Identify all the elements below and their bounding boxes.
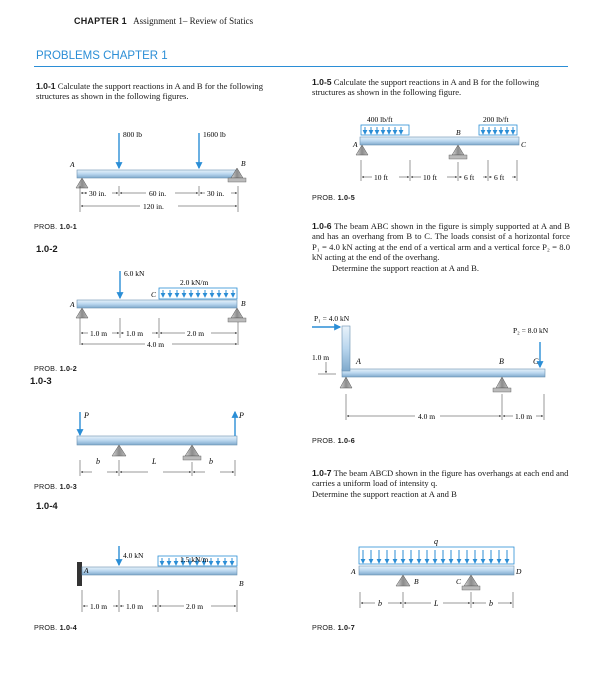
label-A: A xyxy=(353,140,358,149)
problem-number: 1.0-1 xyxy=(36,81,56,91)
figure-1-0-5 xyxy=(352,115,527,182)
prob-number: 1.0-6 xyxy=(337,436,355,445)
beam xyxy=(82,567,237,575)
dim-10ft-a: 10 ft xyxy=(374,173,388,182)
dim-L: L xyxy=(434,599,439,608)
distributed-load-400 xyxy=(361,125,409,135)
label-arm: 1.0 m xyxy=(312,353,330,362)
problem-text: The beam ABCD shown in the figure has overhangs at each end and carries a uniform load of intensity q. xyxy=(312,468,569,489)
dim-2m: 2.0 m xyxy=(187,329,205,338)
label-B: B xyxy=(239,579,244,588)
vertical-arm xyxy=(342,326,350,371)
dim-1m-a: 1.0 m xyxy=(90,602,108,611)
side-label-1-0-3: 1.0-3 xyxy=(30,376,52,387)
roller-base xyxy=(462,586,480,590)
figure-1-0-4 xyxy=(77,546,244,612)
pin-support xyxy=(112,445,126,456)
roller-support-B xyxy=(496,377,508,388)
pin-support-A xyxy=(76,308,88,318)
label-C: C xyxy=(521,140,527,149)
problem-text: The beam ABC shown in the figure is simply supported at A and B and has an overhang from B to C. The loads consist of a horizontal force P₁ = 4.0 kN acting at the end of a vertical arm and a vertical force P₂ = 8.0 kN acting at the end of the overhang. xyxy=(312,221,570,263)
dim-L: L xyxy=(152,457,157,466)
dim-10ft-b: 10 ft xyxy=(423,173,437,182)
pin-support-A xyxy=(356,145,368,155)
distributed-load-arrows xyxy=(163,290,233,297)
figure-1-0-1 xyxy=(69,130,246,212)
roller-support-B xyxy=(452,145,464,155)
dim-b-right: b xyxy=(209,457,213,466)
dim-30-right: 30 in. xyxy=(207,189,225,198)
label-C: C xyxy=(151,290,157,299)
label-A: A xyxy=(70,160,75,169)
dim-total: 120 in. xyxy=(143,202,164,211)
beam xyxy=(360,137,519,145)
prob-prefix: PROB. xyxy=(34,364,58,373)
beam xyxy=(77,170,237,178)
label-P-right: P xyxy=(239,411,244,420)
pin-support xyxy=(396,575,410,586)
figure-1-0-6 xyxy=(312,314,549,421)
figure-1-0-7 xyxy=(350,537,522,608)
problem-text: Calculate the support reactions in A and B for the following structures as shown in the following figure. xyxy=(312,77,540,98)
figure-1-0-3 xyxy=(77,411,244,476)
distributed-load-arrows xyxy=(363,550,507,563)
roller-support xyxy=(464,575,478,586)
label-P-left: P xyxy=(84,411,89,420)
dim-2m: 2.0 m xyxy=(186,602,204,611)
distributed-load-arrows xyxy=(365,127,513,134)
dist-load-label: 2.0 kN/m xyxy=(180,278,209,287)
roller-support-B xyxy=(231,308,243,318)
dim-60: 60 in. xyxy=(149,189,167,198)
problem-number: 1.0-7 xyxy=(312,468,332,478)
label-B: B xyxy=(241,159,246,168)
dim-b-left: b xyxy=(378,599,382,608)
prob-number: 1.0-3 xyxy=(59,482,77,491)
dim-b-left: b xyxy=(96,457,100,466)
load-label-800: 800 lb xyxy=(123,130,142,139)
beam xyxy=(77,436,237,445)
fixed-wall xyxy=(77,562,82,586)
prob-prefix: PROB. xyxy=(34,222,58,231)
prob-number: 1.0-4 xyxy=(59,623,77,632)
dist-load-label: 1.5 kN/m xyxy=(180,555,209,564)
assignment-title: Assignment 1– Review of Statics xyxy=(133,16,254,26)
section-title: PROBLEMS CHAPTER 1 xyxy=(36,50,168,62)
pin-support-A xyxy=(76,178,88,188)
side-label-1-0-4: 1.0-4 xyxy=(36,501,58,512)
roller-base xyxy=(228,178,246,182)
roller-base xyxy=(449,155,467,159)
label-A: A xyxy=(356,357,361,366)
prob-prefix: PROB. xyxy=(34,482,58,491)
roller-base xyxy=(493,388,511,392)
w2-label: 200 lb/ft xyxy=(483,115,509,124)
dim-total: 4.0 m xyxy=(147,340,165,349)
prob-prefix: PROB. xyxy=(312,623,336,632)
dim-1m-a: 1.0 m xyxy=(90,329,108,338)
dim-1m-b: 1.0 m xyxy=(126,602,144,611)
dim-4m: 4.0 m xyxy=(418,412,436,421)
pin-support-A xyxy=(340,377,352,388)
distributed-load-200 xyxy=(479,125,517,135)
w1-label: 400 lb/ft xyxy=(367,115,393,124)
beam xyxy=(77,300,237,308)
problem-question: Determine the support reaction at A and B. xyxy=(332,262,480,273)
prob-number: 1.0-2 xyxy=(59,364,77,373)
prob-prefix: PROB. xyxy=(312,193,336,202)
dim-6ft-b: 6 ft xyxy=(494,173,505,182)
dim-1m-b: 1.0 m xyxy=(126,329,144,338)
problem-question: Determine the support reaction at A and B xyxy=(312,488,457,499)
dim-1m: 1.0 m xyxy=(515,412,533,421)
label-P1: P₁ = 4.0 kN xyxy=(314,314,350,323)
load-label-6kN: 6.0 kN xyxy=(124,269,145,278)
label-B: B xyxy=(499,357,504,366)
figure-1-0-2 xyxy=(69,269,246,349)
label-A: A xyxy=(84,566,89,575)
label-A: A xyxy=(351,567,356,576)
beam xyxy=(342,369,545,377)
label-C: C xyxy=(456,577,462,586)
prob-prefix: PROB. xyxy=(34,623,58,632)
label-A: A xyxy=(70,300,75,309)
problem-number: 1.0-6 xyxy=(312,221,332,231)
roller-base xyxy=(183,456,201,460)
chapter-label: CHAPTER 1 xyxy=(74,16,127,26)
roller-support xyxy=(185,445,199,456)
dim-6ft-a: 6 ft xyxy=(464,173,475,182)
label-P2: P₂ = 8.0 kN xyxy=(513,326,549,335)
label-B: B xyxy=(456,128,461,137)
side-label-1-0-2: 1.0-2 xyxy=(36,244,58,255)
label-C: C xyxy=(533,357,539,366)
beam xyxy=(359,566,514,575)
load-label-1600: 1600 lb xyxy=(203,130,226,139)
label-B: B xyxy=(414,577,419,586)
prob-number: 1.0-1 xyxy=(59,222,77,231)
prob-number: 1.0-5 xyxy=(337,193,355,202)
load-label-4kN: 4.0 kN xyxy=(123,551,144,560)
label-q: q xyxy=(434,537,438,546)
problem-number: 1.0-5 xyxy=(312,77,332,87)
roller-base xyxy=(228,318,246,322)
dim-30-left: 30 in. xyxy=(89,189,107,198)
prob-number: 1.0-7 xyxy=(337,623,355,632)
label-B: B xyxy=(241,299,246,308)
problem-text: Calculate the support reactions in A and B for the following structures as shown in the following figures. xyxy=(36,81,264,102)
dim-b-right: b xyxy=(489,599,493,608)
prob-prefix: PROB. xyxy=(312,436,336,445)
label-D: D xyxy=(516,567,522,576)
